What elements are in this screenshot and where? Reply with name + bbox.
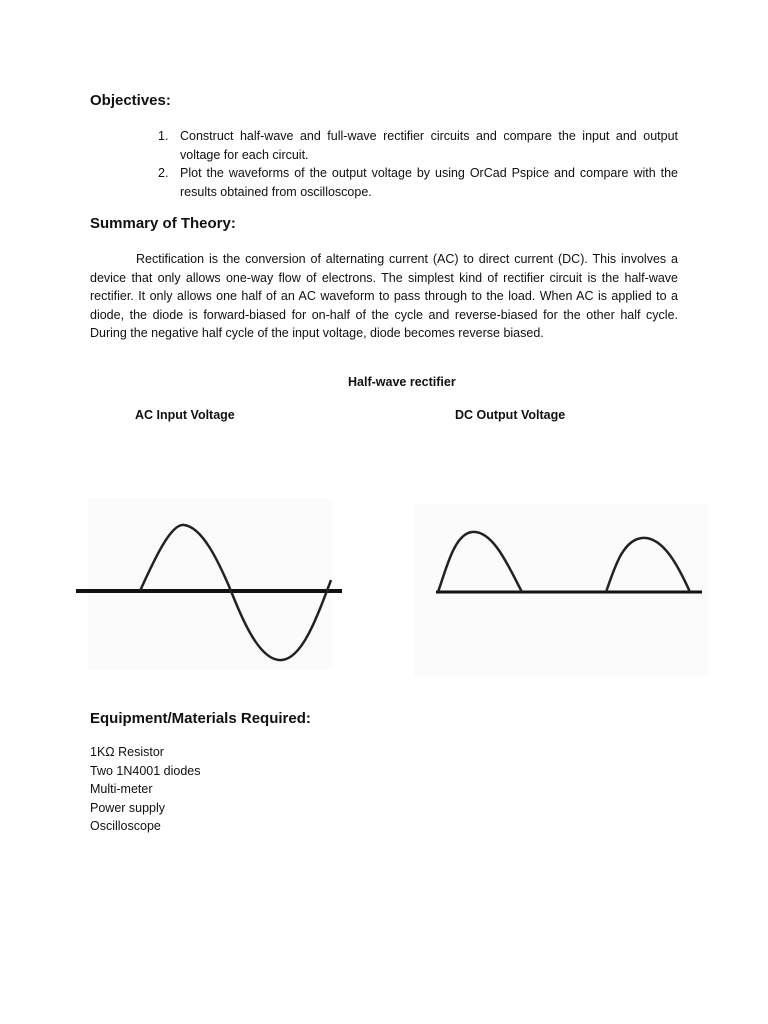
ac-input-waveform bbox=[76, 490, 344, 680]
ac-input-label: AC Input Voltage bbox=[135, 408, 235, 422]
equipment-item: Power supply bbox=[90, 800, 166, 815]
objective-text: Construct half-wave and full-wave rectifier circuits and compare the input and output voltage for each circuit. bbox=[180, 129, 678, 162]
equipment-item: Multi-meter bbox=[90, 782, 153, 796]
theory-heading: Summary of Theory: bbox=[90, 215, 236, 232]
objective-number: 1. bbox=[158, 129, 169, 143]
figure-title: Half-wave rectifier bbox=[348, 375, 456, 389]
dc-output-waveform bbox=[410, 500, 710, 680]
theory-paragraph: Rectification is the conversion of alternating current (AC) to direct current (DC). This involves a device that only allows one-way flow of electrons. The simplest kind of rectifier circuit is the half-wave rectifier. It only allows one half of an AC waveform to pass through to the load. When AC is applied to a diode, the diode is forward-biased for on-half of the cycle and reverse-biased for the other half cycle. During the negative half cycle of the input voltage, diode becomes reverse biased. bbox=[90, 252, 678, 341]
objectives-list bbox=[158, 127, 678, 201]
equipment-item: Oscilloscope bbox=[90, 819, 161, 833]
objectives-heading: Objectives: bbox=[90, 92, 171, 109]
equipment-item: 1KΩ Resistor bbox=[90, 745, 164, 759]
equipment-list bbox=[90, 743, 201, 836]
objective-item bbox=[158, 127, 678, 164]
equipment-heading: Equipment/Materials Required: bbox=[90, 710, 311, 727]
waveform-background bbox=[414, 504, 708, 676]
dc-output-label: DC Output Voltage bbox=[455, 408, 566, 422]
objective-number: 2. bbox=[158, 166, 169, 180]
equipment-item: Two 1N4001 diodes bbox=[90, 763, 201, 778]
objective-text: Plot the waveforms of the output voltage by using OrCad Pspice and compare with the results obtained from oscilloscope. bbox=[180, 166, 678, 199]
objective-item bbox=[158, 164, 678, 201]
waveform-background bbox=[88, 498, 332, 670]
